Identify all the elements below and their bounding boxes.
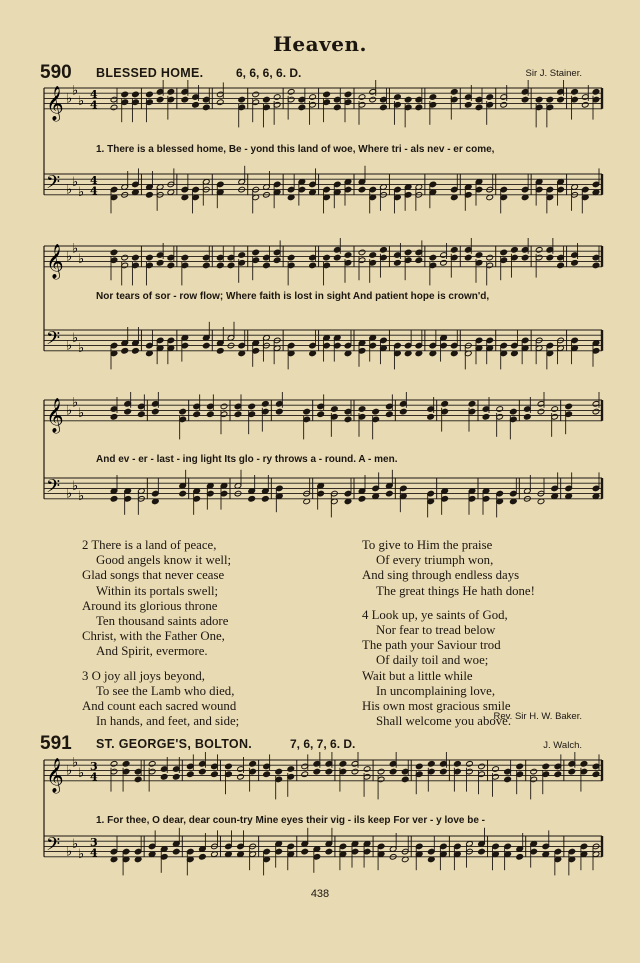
note-head xyxy=(521,254,529,261)
note-head xyxy=(450,89,458,96)
note-head xyxy=(358,496,366,503)
lyric-line: 1. There is a blessed home, Be - yond this land of woe, Where tri - als nev - er come, xyxy=(96,144,495,155)
note-head xyxy=(301,771,309,778)
verse-line: And Spirit, evermore. xyxy=(96,644,208,659)
note-head xyxy=(554,771,562,778)
note-head xyxy=(363,766,371,773)
note-head xyxy=(429,254,437,261)
note-head xyxy=(394,260,402,267)
note-head xyxy=(121,254,129,261)
note-head xyxy=(238,252,246,259)
note-head xyxy=(386,411,394,418)
note-head xyxy=(181,254,189,261)
flat-icon: ♭ xyxy=(78,185,85,201)
note-head xyxy=(394,94,402,101)
note-head xyxy=(450,247,458,254)
note-head xyxy=(156,260,164,267)
note-head xyxy=(372,408,380,415)
note-head xyxy=(530,768,538,775)
note-head xyxy=(464,254,472,261)
time-signature-icon: 4 xyxy=(90,98,98,112)
verse-line: The path your Saviour trod xyxy=(362,638,501,653)
note-head xyxy=(199,768,207,775)
treble-clef-icon: 𝄞 xyxy=(46,243,64,279)
note-head xyxy=(557,96,565,103)
note-head xyxy=(309,262,317,269)
note-head xyxy=(571,260,579,267)
flat-icon: ♭ xyxy=(66,486,73,502)
note-head xyxy=(482,414,490,421)
verse-2 xyxy=(82,538,239,660)
note-head xyxy=(380,104,388,111)
note-head xyxy=(248,403,256,410)
note-head xyxy=(216,348,224,355)
note-head xyxy=(524,414,532,421)
verse-line: In hands, and feet, and side; xyxy=(96,714,240,729)
flat-icon: ♭ xyxy=(72,174,79,190)
flat-icon: ♭ xyxy=(66,338,73,354)
verse-line: 3 O joy all joys beyond, xyxy=(82,668,205,683)
time-signature-icon: 4 xyxy=(90,173,98,187)
note-head xyxy=(592,408,600,415)
note-head xyxy=(510,408,518,415)
note-head xyxy=(325,768,333,775)
note-head xyxy=(216,262,224,269)
verse-line: And sing through endless days xyxy=(362,568,520,583)
note-head xyxy=(386,490,394,497)
note-head xyxy=(429,94,437,101)
note-head xyxy=(148,761,156,768)
time-signature-icon: 4 xyxy=(90,846,98,860)
note-head xyxy=(351,768,359,775)
flat-icon: ♭ xyxy=(72,83,79,99)
note-head xyxy=(535,96,543,103)
flat-icon: ♭ xyxy=(72,241,79,257)
verse-line: Good angels know it well; xyxy=(96,553,232,568)
time-signature-icon: 4 xyxy=(90,770,98,784)
note-head xyxy=(358,249,366,256)
page-heading: Heaven. xyxy=(273,32,367,56)
note-head xyxy=(110,249,118,256)
note-head xyxy=(475,104,483,111)
note-head xyxy=(179,408,187,415)
note-head xyxy=(568,768,576,775)
note-head xyxy=(592,89,600,96)
note-head xyxy=(369,252,377,259)
page-number: 438 xyxy=(310,888,330,900)
note-head xyxy=(557,262,565,269)
note-head xyxy=(358,406,366,413)
note-head xyxy=(220,403,228,410)
time-signature-icon: 3 xyxy=(90,835,98,849)
flat-icon: ♭ xyxy=(66,403,73,419)
flat-icon: ♭ xyxy=(66,844,73,860)
note-head xyxy=(486,94,494,101)
treble-clef-icon: 𝄞 xyxy=(46,757,64,793)
verse-line: Of daily toil and woe; xyxy=(376,653,489,668)
note-head xyxy=(275,768,283,775)
verse-line: Wait but a little while xyxy=(362,668,473,683)
note-head xyxy=(377,768,385,775)
note-head xyxy=(475,252,483,259)
note-head xyxy=(287,254,295,261)
time-signature-icon: 3 xyxy=(90,759,98,773)
verses-right-column xyxy=(362,538,535,729)
note-head xyxy=(535,247,543,254)
note-head xyxy=(138,411,146,418)
hymn-meter: 6, 6, 6, 6. D. xyxy=(236,66,302,80)
verse-line: Nor fear to tread below xyxy=(376,623,496,638)
note-head xyxy=(160,774,168,781)
note-head xyxy=(132,254,140,261)
note-head xyxy=(333,254,341,261)
time-signature-icon: 4 xyxy=(90,87,98,101)
flat-icon: ♭ xyxy=(78,94,85,109)
note-head xyxy=(192,102,200,109)
note-head xyxy=(492,766,500,773)
note-head xyxy=(156,96,164,103)
flat-icon: ♭ xyxy=(78,766,85,781)
verse-line: Shall welcome you above. xyxy=(376,714,512,729)
note-head xyxy=(516,854,524,861)
hymn-author: Rev. Sir H. W. Baker. xyxy=(493,711,582,722)
note-head xyxy=(121,91,129,98)
note-head xyxy=(193,411,201,418)
hymn-composer: Sir J. Stainer. xyxy=(525,68,582,79)
flat-icon: ♭ xyxy=(72,755,79,771)
verse-line: And count each sacred wound xyxy=(82,699,237,714)
bass-clef-icon: 𝄢 xyxy=(46,328,61,354)
note-head xyxy=(179,490,187,497)
note-head xyxy=(516,763,524,770)
note-head xyxy=(146,192,154,199)
flat-icon: ♭ xyxy=(78,489,85,505)
bass-clef-icon: 𝄢 xyxy=(46,172,61,198)
note-head xyxy=(211,771,219,778)
note-head xyxy=(441,401,449,408)
note-head xyxy=(551,406,559,413)
bass-clef-icon: 𝄢 xyxy=(46,476,61,502)
hymn-number: 590 xyxy=(40,62,72,83)
note-head xyxy=(323,254,331,261)
note-head xyxy=(273,94,281,101)
note-head xyxy=(202,262,210,269)
flat-icon: ♭ xyxy=(66,182,73,198)
note-head xyxy=(428,761,436,768)
note-head xyxy=(276,408,284,415)
note-head xyxy=(313,768,321,775)
note-head xyxy=(173,774,181,781)
note-head xyxy=(478,763,486,770)
flat-icon: ♭ xyxy=(66,249,73,265)
verse-line: To see the Lamb who died, xyxy=(96,683,235,698)
note-head xyxy=(323,91,331,98)
note-head xyxy=(134,776,142,783)
note-head xyxy=(415,763,423,770)
note-head xyxy=(216,99,224,106)
note-head xyxy=(546,96,554,103)
note-head xyxy=(537,408,545,415)
note-head xyxy=(404,249,412,256)
flat-icon: ♭ xyxy=(72,395,79,411)
note-head xyxy=(344,91,352,98)
note-head xyxy=(110,104,118,111)
note-head xyxy=(500,102,508,109)
note-head xyxy=(404,96,412,103)
note-head xyxy=(132,348,140,355)
note-head xyxy=(344,252,352,259)
note-head xyxy=(298,104,306,111)
note-head xyxy=(427,414,435,421)
lyric-line: And ev - er - last - ing light Its glo - ry throws a - round. A - men. xyxy=(96,454,398,465)
note-head xyxy=(358,186,366,193)
note-head xyxy=(225,763,233,770)
note-head xyxy=(542,763,550,770)
note-head xyxy=(464,102,472,109)
verse-line: Christ, with the Father One, xyxy=(82,629,225,644)
note-head xyxy=(496,406,504,413)
note-head xyxy=(325,848,333,855)
note-head xyxy=(234,411,242,418)
verses-left-column xyxy=(82,538,239,729)
note-head xyxy=(252,91,260,98)
note-head xyxy=(440,768,448,775)
note-head xyxy=(132,91,140,98)
lyric-line: 1. For thee, O dear, dear coun-try Mine eyes their vig - ils keep For ver - y love be - xyxy=(96,815,486,826)
note-head xyxy=(121,348,129,355)
note-head xyxy=(400,408,408,415)
note-head xyxy=(249,761,257,768)
note-head xyxy=(440,260,448,267)
note-head xyxy=(146,91,154,98)
verse-line: Around its glorious throne xyxy=(82,598,218,613)
verse-line: Of every triumph won, xyxy=(376,553,494,568)
note-head xyxy=(317,411,325,418)
note-head xyxy=(546,254,554,261)
note-head xyxy=(486,254,494,261)
note-head xyxy=(301,848,309,855)
note-head xyxy=(122,761,130,768)
note-head xyxy=(181,96,189,103)
note-head xyxy=(303,408,311,415)
note-head xyxy=(202,342,210,349)
verse-line: Ten thousand saints adore xyxy=(96,614,229,629)
note-head xyxy=(333,104,341,111)
note-head xyxy=(309,94,317,101)
note-head xyxy=(369,96,377,103)
note-head xyxy=(468,401,476,408)
note-head xyxy=(237,774,245,781)
note-head xyxy=(124,408,132,415)
note-head xyxy=(500,249,508,256)
note-head xyxy=(238,96,246,103)
note-head xyxy=(415,257,423,264)
hymn-number: 591 xyxy=(40,733,72,754)
note-head xyxy=(110,414,118,421)
hymn-meter: 7, 6, 7, 6. D. xyxy=(290,737,356,751)
verse-line: Glad songs that never cease xyxy=(82,568,225,583)
flat-icon: ♭ xyxy=(72,478,79,494)
note-head xyxy=(415,104,423,111)
note-head xyxy=(478,848,486,855)
time-signature-icon: 4 xyxy=(90,184,98,198)
note-head xyxy=(581,102,589,109)
flat-icon: ♭ xyxy=(78,406,85,421)
note-head xyxy=(252,249,260,256)
note-head xyxy=(466,761,474,768)
verse-line: The great things He hath done! xyxy=(376,583,535,598)
note-head xyxy=(331,406,339,413)
note-head xyxy=(592,771,600,778)
treble-clef-icon: 𝄞 xyxy=(46,397,64,433)
note-head xyxy=(152,408,160,415)
note-head xyxy=(262,401,270,408)
verse-line: 2 There is a land of peace, xyxy=(82,538,217,552)
note-head xyxy=(187,771,195,778)
note-head xyxy=(263,771,271,778)
note-head xyxy=(454,761,462,768)
note-head xyxy=(263,96,271,103)
verse-3 xyxy=(82,669,239,730)
flat-icon: ♭ xyxy=(66,91,73,107)
note-head xyxy=(511,247,519,254)
note-head xyxy=(248,496,256,503)
note-head xyxy=(580,761,588,768)
note-head xyxy=(227,262,235,269)
note-head xyxy=(167,89,175,96)
note-head xyxy=(167,262,175,269)
note-head xyxy=(262,496,270,503)
note-head xyxy=(380,247,388,254)
flat-icon: ♭ xyxy=(72,836,79,852)
verse-line: 4 Look up, ye saints of God, xyxy=(362,607,508,622)
note-head xyxy=(571,89,579,96)
treble-clef-icon: 𝄞 xyxy=(46,85,64,121)
note-head xyxy=(110,761,118,768)
note-head xyxy=(344,416,352,423)
note-head xyxy=(358,94,366,101)
flat-icon: ♭ xyxy=(78,847,85,863)
note-head xyxy=(263,262,271,269)
note-head xyxy=(287,766,295,773)
hymn-composer: J. Walch. xyxy=(543,740,582,751)
note-head xyxy=(389,768,397,775)
lyric-line: Nor tears of sor - row flow; Where faith is lost in sight And patient hope is crown'd, xyxy=(96,291,490,302)
verse-line: His own most gracious smile xyxy=(362,699,511,714)
note-head xyxy=(401,776,409,783)
note-head xyxy=(273,257,281,264)
note-head xyxy=(146,254,154,261)
note-head xyxy=(207,411,215,418)
note-head xyxy=(199,854,207,861)
verse-line: In uncomplaining love, xyxy=(376,683,496,698)
flat-icon: ♭ xyxy=(78,341,85,357)
bass-clef-icon: 𝄢 xyxy=(46,834,61,860)
note-head xyxy=(202,104,210,111)
flat-icon: ♭ xyxy=(66,763,73,779)
hymn-title: ST. GEORGE'S, BOLTON. xyxy=(96,737,253,751)
note-head xyxy=(173,848,181,855)
flat-icon: ♭ xyxy=(78,252,85,267)
hymn-title: BLESSED HOME. xyxy=(96,66,204,80)
note-head xyxy=(521,96,529,103)
note-head xyxy=(110,496,118,503)
note-head xyxy=(592,262,600,269)
note-head xyxy=(565,403,573,410)
verse-line: To give to Him the praise xyxy=(362,538,493,552)
note-head xyxy=(504,776,512,783)
verse-line: Within its portals swell; xyxy=(96,583,219,598)
verse-3-continued xyxy=(362,538,535,599)
note-head xyxy=(287,89,295,96)
note-head xyxy=(339,761,347,768)
flat-icon: ♭ xyxy=(72,330,79,346)
music-system xyxy=(40,238,606,376)
